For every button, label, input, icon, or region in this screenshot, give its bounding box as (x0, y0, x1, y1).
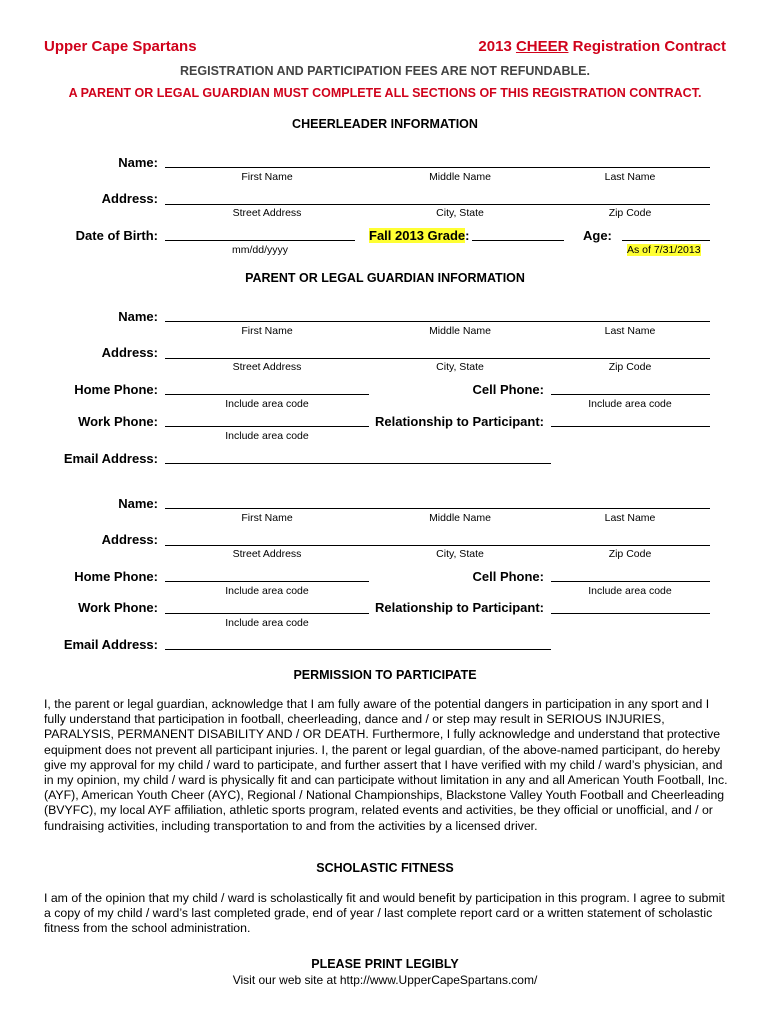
g2-name-label: Name: (118, 496, 158, 511)
g1-work-phone-field[interactable] (165, 426, 369, 427)
cheer-first-name-hint: First Name (241, 171, 293, 183)
cheer-last-name-hint: Last Name (604, 171, 656, 183)
notice-fees: REGISTRATION AND PARTICIPATION FEES ARE NOT REFUNDABLE. (180, 64, 590, 78)
g2-cell-phone-field[interactable] (551, 581, 710, 582)
g1-home-phone-field[interactable] (165, 394, 369, 395)
g2-relationship-field[interactable] (551, 613, 710, 614)
g2-work-phone-field[interactable] (165, 613, 369, 614)
cheer-address-field[interactable] (165, 204, 710, 205)
g2-street-hint: Street Address (232, 548, 302, 560)
contract-title-prefix: 2013 (478, 38, 516, 55)
cheer-zip-hint: Zip Code (608, 207, 652, 219)
g1-name-label: Name: (118, 309, 158, 324)
cheer-age-label: Age: (583, 228, 612, 243)
g1-address-label: Address: (101, 345, 158, 360)
cheerleader-section-title: CHEERLEADER INFORMATION (292, 117, 478, 131)
contract-title-suffix: Registration Contract (568, 38, 726, 55)
g2-cell-phone-hint: Include area code (588, 585, 672, 597)
g1-last-name-hint: Last Name (604, 325, 656, 337)
g2-name-field[interactable] (165, 508, 710, 509)
g1-cell-phone-label: Cell Phone: (472, 382, 544, 397)
g2-email-label: Email Address: (63, 637, 158, 652)
contract-title-cheer: CHEER (515, 38, 569, 55)
g2-middle-name-hint: Middle Name (429, 512, 491, 524)
g1-street-hint: Street Address (232, 361, 302, 373)
g2-last-name-hint: Last Name (604, 512, 656, 524)
g1-relationship-field[interactable] (551, 426, 710, 427)
cheer-age-field[interactable] (622, 240, 710, 241)
scholastic-text: I am of the opinion that my child / ward is scholastically fit and would benefit by participation in this program. I agree to submit a copy of my child / ward’s last completed grade, end of year / last complete report card or a written statement of scholastic fitness from the school administration. (44, 891, 725, 936)
g2-home-phone-hint: Include area code (225, 585, 309, 597)
g2-zip-hint: Zip Code (608, 548, 652, 560)
cheer-middle-name-hint: Middle Name (429, 171, 491, 183)
g1-cell-phone-field[interactable] (551, 394, 710, 395)
cheer-grade-colon: : (465, 228, 470, 243)
permission-text: I, the parent or legal guardian, acknowledge that I am fully aware of the potential dangers in participation in any sport and I fully understand that participation in football, cheerleading, dance and / or step may result in SERIOUS INJURIES, PARALYSIS, PERMANENT DISABILITY AND / OR DEATH. Furthermore, I fully acknowledge and understand that protective equipment does not prevent all participant injuries. I, the parent or legal guardian, of the above-named participant, do hereby give my approval for my child / ward to participate, and further assert that I have verified with my child / ward’s physician, and in my opinion, my child / ward is physically fit and can participate without limitation in any and all American Youth Football, Inc. (AYF), American Youth Cheer (AYC), Regional / National Championships, Blackstone Valley Youth Football and Cheerleading (BVYFC), my local AYF affiliation, athletic sports program, related events and activities, be they official or unofficial, and / or fundraising activities, including transportation to and from the activities by a licensed driver. (44, 697, 728, 833)
permission-title: PERMISSION TO PARTICIPATE (293, 668, 477, 682)
g1-middle-name-hint: Middle Name (429, 325, 491, 337)
cheer-grade-field[interactable] (472, 240, 564, 241)
print-notice: PLEASE PRINT LEGIBLY (311, 957, 459, 971)
g2-relationship-label: Relationship to Participant: (374, 600, 544, 615)
contract-title (478, 38, 726, 55)
g1-work-phone-label: Work Phone: (78, 414, 158, 429)
cheer-dob-field[interactable] (165, 240, 355, 241)
g2-work-phone-hint: Include area code (225, 617, 309, 629)
g2-home-phone-label: Home Phone: (74, 569, 158, 584)
cheer-name-field[interactable] (165, 167, 710, 168)
guardian-section-title: PARENT OR LEGAL GUARDIAN INFORMATION (245, 271, 525, 285)
cheer-grade-text: Fall 2013 Grade (369, 228, 466, 243)
g2-address-label: Address: (101, 532, 158, 547)
g1-city-hint: City, State (436, 361, 484, 373)
cheer-dob-label: Date of Birth: (75, 228, 158, 243)
g2-work-phone-label: Work Phone: (78, 600, 158, 615)
g1-email-label: Email Address: (63, 451, 158, 466)
org-title: Upper Cape Spartans (44, 38, 197, 55)
cheer-street-hint: Street Address (232, 207, 302, 219)
g1-relationship-label: Relationship to Participant: (374, 414, 544, 429)
g1-work-phone-hint: Include area code (225, 430, 309, 442)
g2-email-field[interactable] (165, 649, 551, 650)
g2-home-phone-field[interactable] (165, 581, 369, 582)
cheer-city-hint: City, State (436, 207, 484, 219)
g1-first-name-hint: First Name (241, 325, 293, 337)
g2-city-hint: City, State (436, 548, 484, 560)
g2-cell-phone-label: Cell Phone: (472, 569, 544, 584)
g1-email-field[interactable] (165, 463, 551, 464)
g1-zip-hint: Zip Code (608, 361, 652, 373)
cheer-name-label: Name: (118, 155, 158, 170)
cheer-age-hint: As of 7/31/2013 (627, 244, 701, 256)
scholastic-title: SCHOLASTIC FITNESS (316, 861, 454, 875)
cheer-grade-label (369, 228, 469, 243)
cheer-dob-hint: mm/dd/yyyy (231, 244, 288, 256)
g1-cell-phone-hint: Include area code (588, 398, 672, 410)
g2-first-name-hint: First Name (241, 512, 293, 524)
g1-home-phone-hint: Include area code (225, 398, 309, 410)
cheer-address-label: Address: (101, 191, 158, 206)
notice-parent: A PARENT OR LEGAL GUARDIAN MUST COMPLETE ALL SECTIONS OF THIS REGISTRATION CONTRACT. (68, 86, 702, 100)
g1-home-phone-label: Home Phone: (74, 382, 158, 397)
website-link[interactable]: Visit our web site at http://www.UpperCapeSpartans.com/ (232, 973, 538, 987)
g1-address-field[interactable] (165, 358, 710, 359)
g1-name-field[interactable] (165, 321, 710, 322)
g2-address-field[interactable] (165, 545, 710, 546)
